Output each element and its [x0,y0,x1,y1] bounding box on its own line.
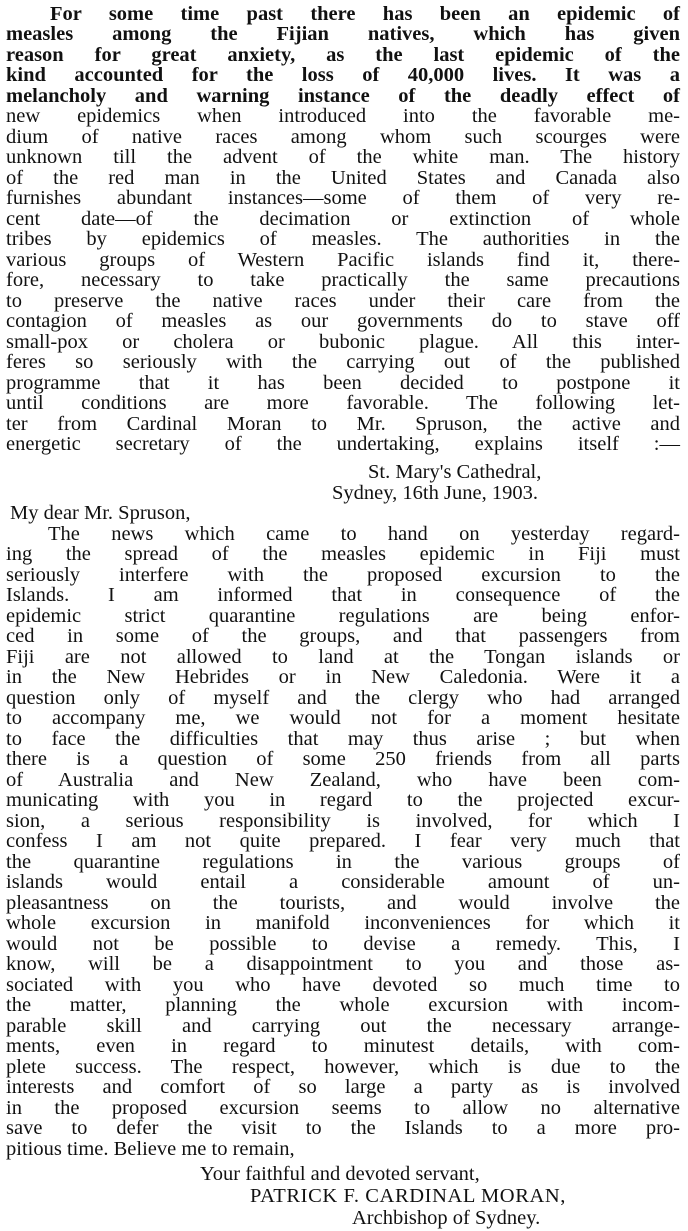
article-line: melancholy and warning instance of the deadly effect of [6,85,680,107]
letter-line: would not be possible to devise a remedy. This, I [6,933,680,955]
signature-name: PATRICK F. CARDINAL MORAN, [250,1185,567,1207]
letter-line: to accompany me, we would not for a moment hesitate [6,707,680,729]
letter-line: parable skill and carrying out the necessary arrange- [6,1015,680,1037]
article-line: furnishes abundant instances—some of them of very re- [6,187,680,209]
letter-line: there is a question of some 250 friends from all parts [6,748,680,770]
letter-line: save to defer the visit to the Islands to a more pro- [6,1117,680,1139]
letter-line: know, will be a disappointment to you and those as- [6,953,680,975]
letter-line: islands would entail a considerable amount of un- [6,871,680,893]
letter-line: of Australia and New Zealand, who have been com- [6,769,680,791]
letter-line: municating with you in regard to the projected excur- [6,789,680,811]
article-line: tribes by epidemics of measles. The authorities in the [6,228,680,250]
letter-line: ced in some of the groups, and that passengers from [6,625,680,647]
article-line: programme that it has been decided to postpone it [6,372,680,394]
article-line: until conditions are more favorable. The following let- [6,392,680,414]
letter-line: The news which came to hand on yesterday regard- [48,523,680,545]
letter-line: Islands. I am informed that in consequence of the [6,584,680,606]
letter-line: question only of myself and the clergy who had arranged [6,687,680,709]
article-line: of the red man in the United States and Canada also [6,167,680,189]
signature-title: Archbishop of Sydney. [352,1207,541,1229]
article-line: ter from Cardinal Moran to Mr. Spruson, the active and [6,413,680,435]
letter-line: the quarantine regulations in the various groups of [6,851,680,873]
letter-salutation: My dear Mr. Spruson, [10,502,191,524]
article-line: kind accounted for the loss of 40,000 lives. It was a [6,64,680,86]
article-line: contagion of measles as our governments do to stave off [6,310,680,332]
letter-line: in the proposed excursion seems to allow no alternative [6,1097,680,1119]
letter-line: in the New Hebrides or in New Caledonia. Were it a [6,666,680,688]
letter-line: seriously interfere with the proposed excursion to the [6,564,680,586]
letter-line: interests and comfort of so large a party as is involved [6,1076,680,1098]
letter-line: confess I am not quite prepared. I fear very much that [6,830,680,852]
letter-line: Fiji are not allowed to land at the Tongan islands or [6,646,680,668]
letter-line: pitious time. Believe me to remain, [6,1138,295,1160]
article-line: various groups of Western Pacific islands find it, there- [6,249,680,271]
article-line: unknown till the advent of the white man. The history [6,146,680,168]
letter-line: ing the spread of the measles epidemic in Fiji must [6,543,680,565]
letter-line: ments, even in regard to minutest details, with com- [6,1035,680,1057]
letter-line: the matter, planning the whole excursion with incom- [6,994,680,1016]
article-line: new epidemics when introduced into the favorable me- [6,105,680,127]
letter-line: plete success. The respect, however, which is due to the [6,1056,680,1078]
letter-line: pleasantness on the tourists, and would involve the [6,892,680,914]
letter-line: to face the difficulties that may thus arise ; but when [6,728,680,750]
letter-line: sion, a serious responsibility is involved, for which I [6,810,680,832]
letter-date-line: Sydney, 16th June, 1903. [332,482,538,504]
letter-address-line: St. Mary's Cathedral, [368,461,542,483]
article-line: reason for great anxiety, as the last epidemic of the [6,44,680,66]
article-line: feres so seriously with the carrying out of the published [6,351,680,373]
article-line: cent date—of the decimation or extinction of whole [6,208,680,230]
letter-line: sociated with you who have devoted so much time to [6,974,680,996]
article-line: energetic secretary of the undertaking, explains itself :— [6,433,680,455]
article-line: to preserve the native races under their care from the [6,290,680,312]
article-line: For some time past there has been an epidemic of [50,3,680,25]
letter-line: whole excursion in manifold inconveniences for which it [6,912,680,934]
article-line: dium of native races among whom such scourges were [6,126,680,148]
article-line: measles among the Fijian natives, which has given [6,23,680,45]
article-line: small-pox or cholera or bubonic plague. All this inter- [6,331,680,353]
letter-closing: Your faithful and devoted servant, [200,1163,480,1185]
letter-line: epidemic strict quarantine regulations are being enfor- [6,605,680,627]
article-line: fore, necessary to take practically the same precautions [6,269,680,291]
